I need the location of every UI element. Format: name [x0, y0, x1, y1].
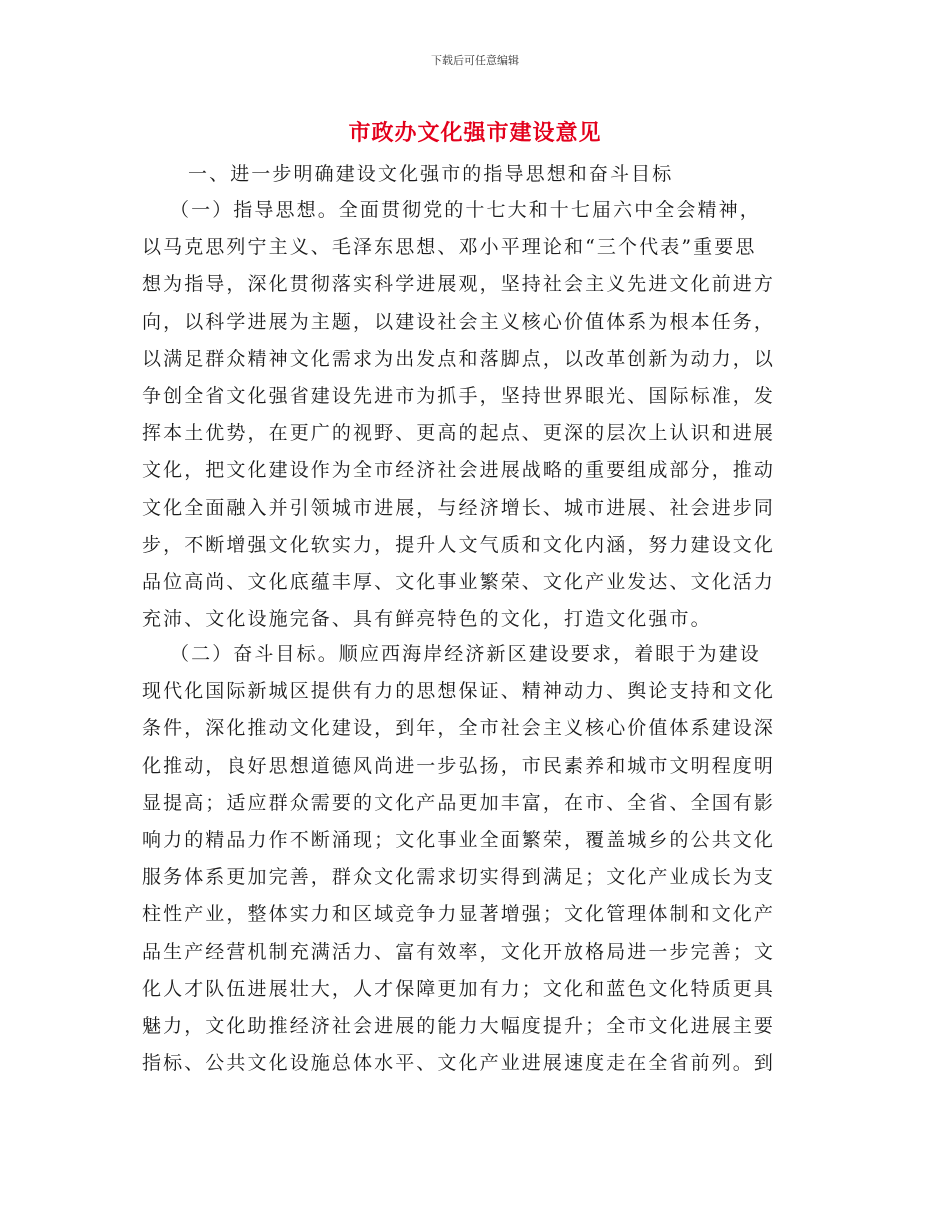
paragraph-line: 化推动，良好思想道德风尚进一步弘扬，市民素养和城市文明程度明	[142, 754, 776, 777]
paragraph-goals	[142, 636, 802, 1082]
paragraph-line: 魅力，文化助推经济社会进展的能力大幅度提升；全市文化进展主要	[142, 1015, 776, 1038]
paragraph-line: 文化，把文化建设作为全市经济社会进展战略的重要组成部分，推动	[142, 459, 776, 482]
paragraph-line: 服务体系更加完善，群众文化需求切实得到满足；文化产业成长为支	[142, 866, 776, 889]
paragraph-line: 柱性产业，整体实力和区域竞争力显著增强；文化管理体制和文化产	[142, 903, 776, 926]
paragraph-line: 以满足群众精神文化需求为出发点和落脚点，以改革创新为动力，以	[142, 347, 776, 370]
paragraph-line: 以马克思列宁主义、毛泽东思想、邓小平理论和“三个代表”重要思	[142, 236, 757, 259]
paragraph-line: 充沛、文化设施完备、具有鲜亮特色的文化，打造文化强市。	[142, 608, 712, 631]
paragraph-line: 步，不断增强文化软实力，提升人文气质和文化内涵，努力建设文化	[142, 533, 776, 556]
paragraph-line: 向，以科学进展为主题，以建设社会主义核心价值体系为根本任务，	[142, 310, 776, 333]
paragraph-line: 条件，深化推动文化建设，到年，全市社会主义核心价值体系建设深	[142, 717, 776, 740]
paragraph-line: 想为指导，深化贯彻落实科学进展观，坚持社会主义先进文化前进方	[142, 273, 776, 296]
paragraph-line: 现代化国际新城区提供有力的思想保证、精神动力、舆论支持和文化	[142, 680, 776, 703]
paragraph-line: 品位高尚、文化底蕴丰厚、文化事业繁荣、文化产业发达、文化活力	[142, 571, 776, 594]
paragraph-line: 指标、公共文化设施总体水平、文化产业进展速度走在全省前列。到	[142, 1052, 776, 1075]
paragraph-line: （一）指导思想。全面贯彻党的十七大和十七届六中全会精神，	[170, 199, 761, 221]
paragraph-line: （二）奋斗目标。顺应西海岸经济新区建设要求，着眼于为建设	[170, 643, 761, 665]
page-header: 下载后可任意编辑	[431, 54, 519, 67]
paragraph-line: 挥本土优势，在更广的视野、更高的起点、更深的层次上认识和进展	[142, 422, 776, 445]
paragraph-line: 响力的精品力作不断涌现；文化事业全面繁荣，覆盖城乡的公共文化	[142, 829, 776, 852]
section-heading: 一、进一步明确建设文化强市的指导思想和奋斗目标	[188, 163, 674, 185]
paragraph-line: 品生产经营机制充满活力、富有效率，文化开放格局进一步完善；文	[142, 940, 776, 963]
paragraph-line: 化人才队伍进展壮大，人才保障更加有力；文化和蓝色文化特质更具	[142, 977, 776, 1000]
paragraph-line: 争创全省文化强省建设先进市为抓手，坚持世界眼光、国际标准，发	[142, 385, 776, 408]
document-title: 市政办文化强市建设意见	[348, 120, 602, 146]
paragraph-guiding-ideology	[142, 192, 802, 638]
paragraph-line: 显提高；适应群众需要的文化产品更加丰富，在市、全省、全国有影	[142, 791, 776, 814]
paragraph-line: 文化全面融入并引领城市进展，与经济增长、城市进展、社会进步同	[142, 496, 776, 519]
